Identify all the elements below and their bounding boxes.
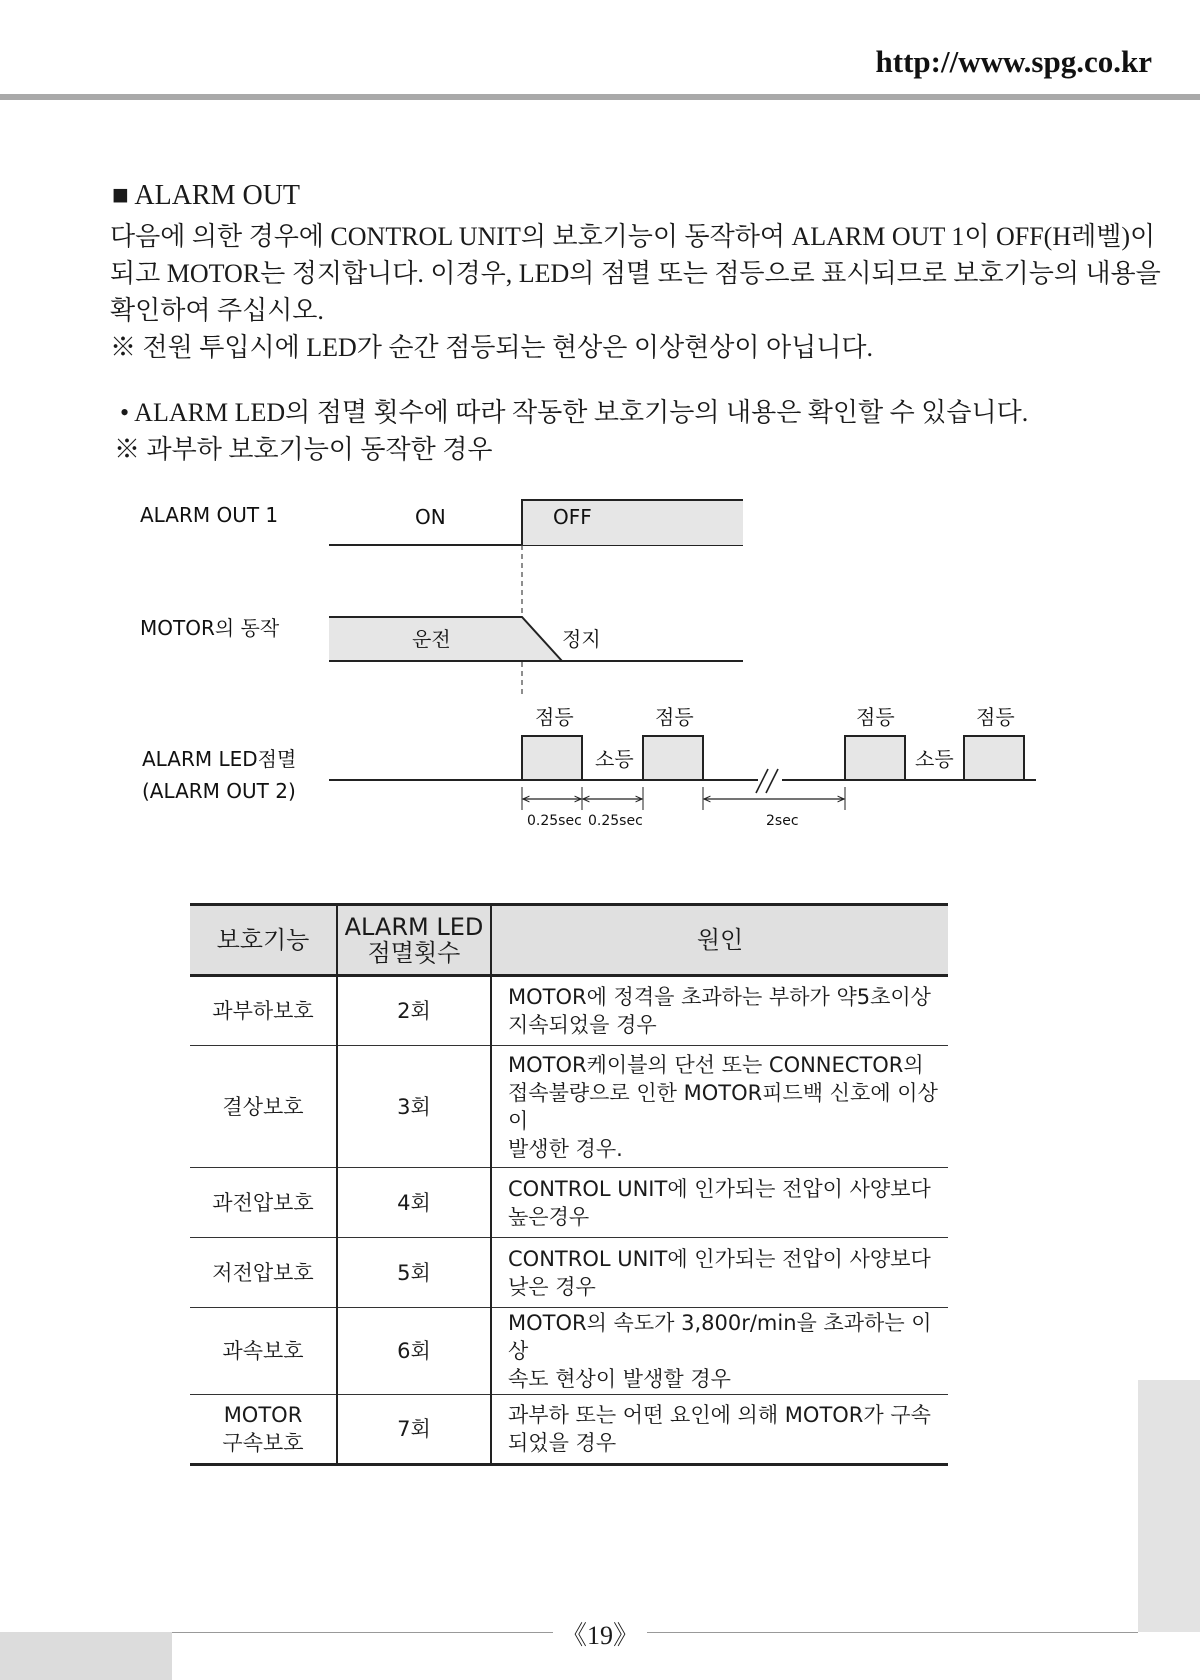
header-count bbox=[337, 905, 491, 976]
cell-func bbox=[190, 1168, 337, 1238]
cell-text: 과속보호 bbox=[222, 1339, 304, 1363]
cell-func bbox=[190, 1308, 337, 1395]
motor-run-label: 운전 bbox=[412, 627, 451, 651]
cell-text: MOTOR에 정격을 초과하는 부하가 약5초이상 bbox=[508, 985, 931, 1009]
table-row bbox=[190, 1238, 948, 1308]
cell-text: 과부하 또는 어떤 요인에 의해 MOTOR가 구속 bbox=[508, 1403, 931, 1427]
paragraph-line-2: 되고 MOTOR는 정지합니다. 이경우, LED의 점멸 또는 점등으로 표시되므로 보호기능의 내용을 bbox=[110, 259, 1161, 288]
header-divider bbox=[0, 94, 1200, 100]
table-row bbox=[190, 1395, 948, 1465]
alarm-on-label: ON bbox=[415, 505, 446, 529]
time-label-1: 0.25sec bbox=[527, 813, 582, 829]
cell-text: 발생한 경우. bbox=[508, 1136, 623, 1161]
row-label-led-line-1: ALARM LED점멸 bbox=[142, 747, 297, 771]
unlit-label-2: 소등 bbox=[915, 747, 954, 771]
cell-cause bbox=[491, 1395, 948, 1465]
header-url: http://www.spg.co.kr bbox=[875, 44, 1152, 79]
paragraph-line-3: 확인하여 주십시오. bbox=[110, 296, 324, 325]
cell-text: CONTROL UNIT에 인가되는 전압이 사양보다 bbox=[508, 1246, 931, 1271]
cell-text: 접속불량으로 인한 MOTOR피드백 신호에 이상이 bbox=[508, 1080, 938, 1133]
cell-text: MOTOR bbox=[223, 1403, 303, 1427]
cell-cause bbox=[491, 1238, 948, 1308]
protection-table bbox=[190, 903, 948, 1466]
lit-label-1: 점등 bbox=[535, 705, 574, 729]
row-label-motor: MOTOR의 동작 bbox=[140, 616, 280, 640]
cell-count: 6회 bbox=[337, 1308, 491, 1395]
alarm-off-label: OFF bbox=[553, 505, 592, 529]
led-pulse-1 bbox=[522, 736, 582, 780]
bullet-line: • ALARM LED의 점멸 횟수에 따라 작동한 보호기능의 내용은 확인할 수 있습니다. bbox=[120, 398, 1029, 427]
page-number-text: 《19》 bbox=[553, 1621, 647, 1650]
cell-count: 3회 bbox=[337, 1046, 491, 1168]
section-title: ■ ALARM OUT bbox=[112, 180, 301, 211]
lit-label-2: 점등 bbox=[655, 705, 694, 729]
table-row bbox=[190, 1168, 948, 1238]
lit-label-3: 점등 bbox=[856, 705, 895, 729]
lit-label-4: 점등 bbox=[976, 705, 1015, 729]
led-pulse-4 bbox=[964, 736, 1024, 780]
cell-text: 결상보호 bbox=[222, 1094, 304, 1119]
cell-cause bbox=[491, 1046, 948, 1168]
cell-text: 과전압보호 bbox=[212, 1190, 314, 1215]
side-tab bbox=[1138, 1380, 1200, 1632]
table-row bbox=[190, 1046, 948, 1168]
timing-diagram bbox=[0, 480, 1200, 860]
motor-stop-label: 정지 bbox=[562, 627, 601, 651]
cell-count: 7회 bbox=[337, 1395, 491, 1465]
cell-text: 속도 현상이 발생할 경우 bbox=[508, 1367, 731, 1391]
paragraph-line-1: 다음에 의한 경우에 CONTROL UNIT의 보호기능이 동작하여 ALARM OUT 1이 OFF(H레벨)이 bbox=[110, 222, 1156, 251]
header-func: 보호기능 bbox=[190, 905, 337, 976]
cell-text: 낮은 경우 bbox=[508, 1274, 596, 1299]
table-header-row bbox=[190, 905, 948, 976]
page-number bbox=[0, 1615, 1200, 1652]
header-cause: 원인 bbox=[491, 905, 948, 976]
cell-cause bbox=[491, 1168, 948, 1238]
header-count-line-2: 점멸횟수 bbox=[367, 939, 461, 967]
table-row bbox=[190, 976, 948, 1046]
break-mark-2 bbox=[766, 769, 778, 793]
header-count-line-1: ALARM LED bbox=[344, 913, 484, 941]
cell-cause bbox=[491, 1308, 948, 1395]
row-label-alarm-out-1: ALARM OUT 1 bbox=[140, 503, 279, 527]
note-line: ※ 과부하 보호기능이 동작한 경우 bbox=[114, 435, 493, 464]
table-row bbox=[190, 1308, 948, 1395]
row-label-led-line-2: (ALARM OUT 2) bbox=[142, 779, 296, 803]
led-pulse-3 bbox=[845, 736, 905, 780]
cell-text: MOTOR의 속도가 3,800r/min을 초과하는 이상 bbox=[508, 1311, 932, 1363]
cell-text: MOTOR케이블의 단선 또는 CONNECTOR의 bbox=[508, 1052, 924, 1077]
cell-text: 과부하보호 bbox=[212, 999, 314, 1023]
cell-text: 저전압보호 bbox=[212, 1260, 314, 1285]
cell-text: 구속보호 bbox=[222, 1431, 304, 1455]
led-pulse-2 bbox=[643, 736, 703, 780]
unlit-label-1: 소등 bbox=[595, 747, 634, 771]
cell-func bbox=[190, 976, 337, 1046]
cell-cause bbox=[491, 976, 948, 1046]
time-label-2: 0.25sec bbox=[588, 813, 643, 829]
cell-count: 4회 bbox=[337, 1168, 491, 1238]
cell-func bbox=[190, 1238, 337, 1308]
cell-text: CONTROL UNIT에 인가되는 전압이 사양보다 bbox=[508, 1176, 931, 1201]
cell-text: 되었을 경우 bbox=[508, 1431, 617, 1455]
cell-func bbox=[190, 1395, 337, 1465]
notice-line: ※ 전원 투입시에 LED가 순간 점등되는 현상은 이상현상이 아닙니다. bbox=[110, 333, 873, 362]
cell-text: 높은경우 bbox=[508, 1204, 590, 1229]
time-label-3: 2sec bbox=[766, 813, 799, 829]
cell-func bbox=[190, 1046, 337, 1168]
cell-count: 5회 bbox=[337, 1238, 491, 1308]
cell-count: 2회 bbox=[337, 976, 491, 1046]
cell-text: 지속되었을 경우 bbox=[508, 1013, 657, 1037]
